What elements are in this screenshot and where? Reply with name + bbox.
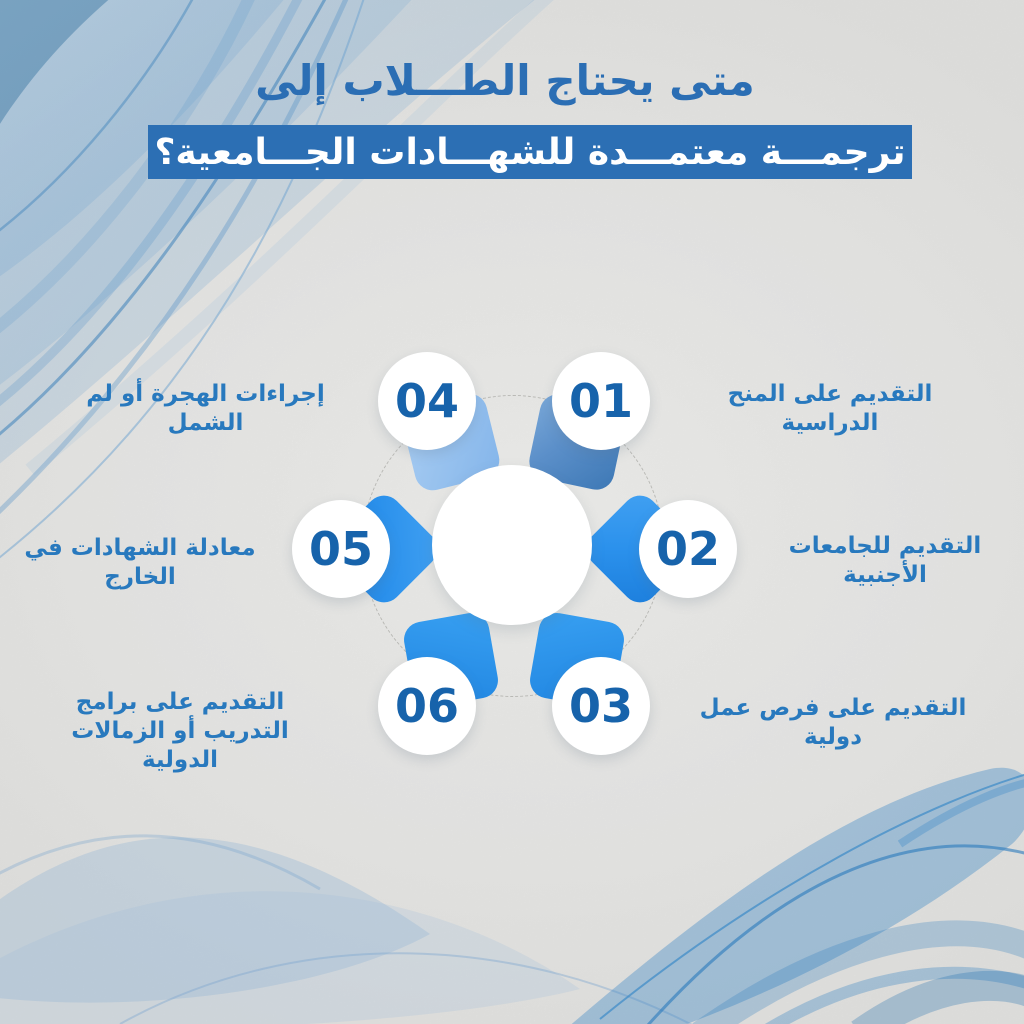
- item-number: 03: [568, 679, 633, 733]
- number-circle-04: [378, 352, 476, 450]
- number-circle-05: [292, 500, 390, 598]
- page-title-banner: [148, 125, 912, 179]
- item-number: 02: [655, 522, 720, 576]
- item-label-04: إجراءات الهجرة أو لم الشمل: [86, 381, 325, 436]
- number-circle-03: [552, 657, 650, 755]
- item-label-01: التقديم على المنح الدراسية: [727, 381, 933, 436]
- item-number: 05: [308, 522, 373, 576]
- item-number: 06: [394, 679, 459, 733]
- item-number: 01: [568, 374, 633, 428]
- page-title-line1: متى يحتاج الطـــلاب إلى: [255, 56, 755, 105]
- number-circle-06: [378, 657, 476, 755]
- number-circle-02: [639, 500, 737, 598]
- number-circle-01: [552, 352, 650, 450]
- diagram-center-circle: [432, 465, 592, 625]
- item-number: 04: [394, 374, 459, 428]
- item-label-02: التقديم للجامعات الأجنبية: [788, 533, 982, 588]
- item-label-06: التقديم على برامج التدريب أو الزمالات الدولية: [71, 689, 289, 773]
- page-title-line2: ترجمـــة معتمـــدة للشهـــادات الجـــامعية؟: [154, 131, 906, 173]
- item-label-05: معادلة الشهادات في الخارج: [24, 535, 256, 590]
- item-label-03: التقديم على فرص عمل دولية: [699, 695, 967, 750]
